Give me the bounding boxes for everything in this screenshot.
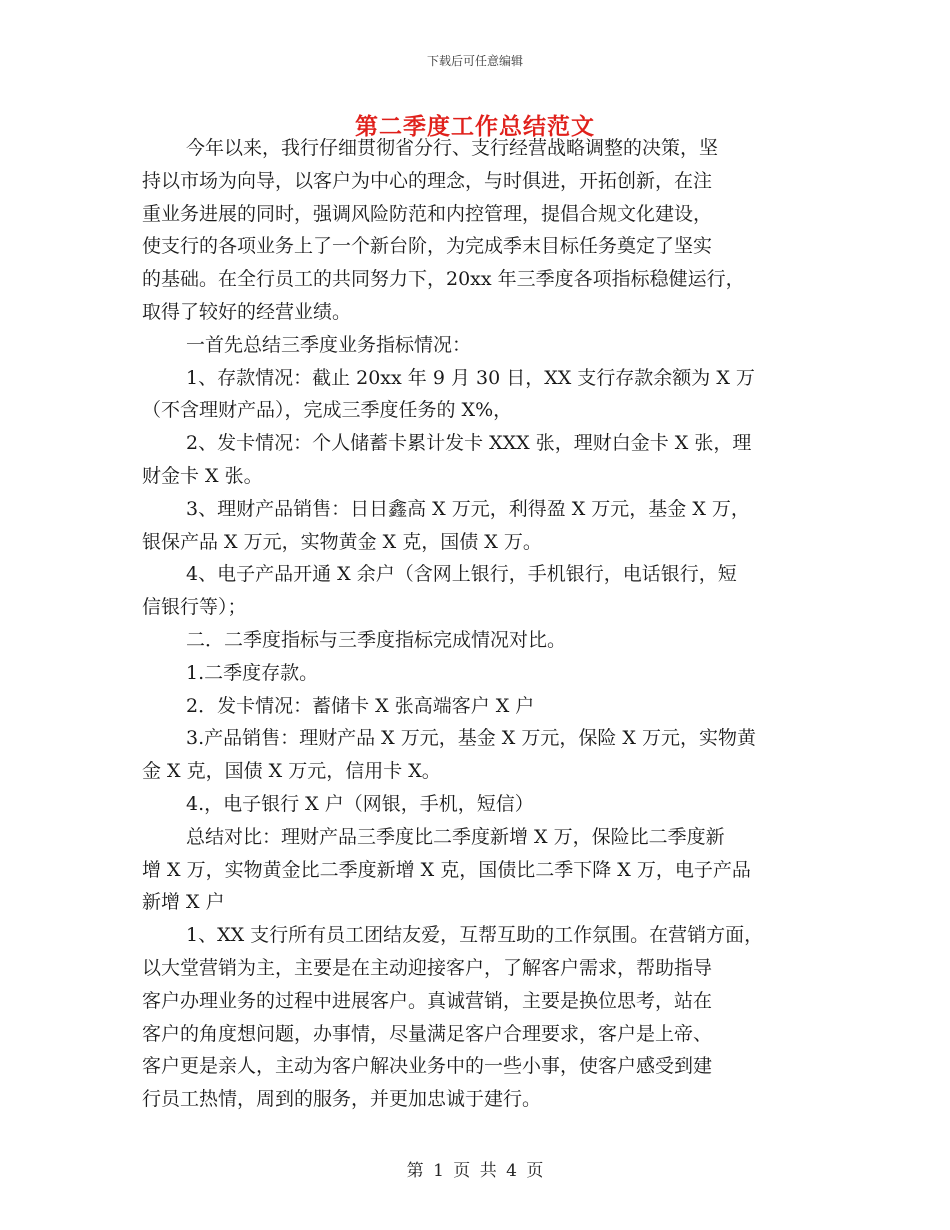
text-line: 2．发卡情况：蓄储卡 X 张高端客户 X 户	[186, 694, 535, 717]
text-line: 以大堂营销为主，主要是在主动迎接客户，了解客户需求，帮助指导	[142, 956, 713, 979]
text-line: 的基础。在全行员工的共同努力下，20xx 年三季度各项指标稳健运行，	[142, 268, 745, 291]
text-line: 3、理财产品销售：日日鑫高 X 万元，利得盈 X 万元，基金 X 万，	[186, 497, 750, 520]
text-line: 客户办理业务的过程中进展客户。真诚营销，主要是换位思考，站在	[142, 989, 713, 1012]
header-note: 下载后可任意编辑	[426, 54, 523, 68]
text-line: 财金卡 X 张。	[142, 464, 263, 487]
text-line: 3.产品销售：理财产品 X 万元，基金 X 万元，保险 X 万元，实物黄	[186, 727, 756, 750]
text-line: 4、电子产品开通 X 余户（含网上银行，手机银行，电话银行，短	[186, 563, 737, 586]
text-line: 二．二季度指标与三季度指标完成情况对比。	[186, 628, 567, 651]
document-body	[142, 132, 832, 1116]
text-line: 1、XX 支行所有员工团结友爱，互帮互助的工作氛围。在营销方面，	[186, 924, 764, 947]
text-line: 新增 X 户	[142, 891, 225, 914]
page-footer: 第 1 页 共 4 页	[406, 1161, 544, 1181]
text-line: 金 X 克，国债 X 万元，信用卡 X。	[142, 760, 441, 783]
text-line: 1.二季度存款。	[186, 661, 319, 684]
text-line: 重业务进展的同时，强调风险防范和内控管理，提倡合规文化建设，	[142, 202, 713, 225]
text-line: 使支行的各项业务上了一个新台阶，为完成季末目标任务奠定了坚实	[142, 235, 713, 258]
document-title: 第二季度工作总结范文	[355, 113, 595, 140]
text-line: 信银行等）；	[142, 596, 247, 619]
text-line: 总结对比：理财产品三季度比二季度新增 X 万，保险比二季度新	[186, 825, 725, 848]
text-line: 客户更是亲人，主动为客户解决业务中的一些小事，使客户感受到建	[142, 1055, 713, 1078]
text-line: 银保产品 X 万元，实物黄金 X 克，国债 X 万。	[142, 530, 542, 553]
text-line: 4.，电子银行 X 户（网银，手机，短信）	[186, 792, 534, 815]
text-line: 持以市场为向导，以客户为中心的理念，与时俱进，开拓创新，在注	[142, 169, 713, 192]
text-line: 客户的角度想问题，办事情，尽量满足客户合理要求，客户是上帝、	[142, 1022, 713, 1045]
text-line: 增 X 万，实物黄金比二季度新增 X 克，国债比二季下降 X 万，电子产品	[142, 858, 751, 881]
text-line: 一首先总结三季度业务指标情况：	[186, 333, 472, 356]
text-line: 2、发卡情况：个人储蓄卡累计发卡 XXX 张，理财白金卡 X 张，理	[186, 432, 752, 455]
text-line: 今年以来，我行仔细贯彻省分行、支行经营战略调整的决策，坚	[186, 137, 719, 159]
text-line: 1、存款情况：截止 20xx 年 9 月 30 日，XX 支行存款余额为 X 万	[186, 366, 755, 389]
text-line: （不含理财产品），完成三季度任务的 X%，	[142, 399, 513, 422]
text-line: 行员工热情，周到的服务，并更加忠诚于建行。	[142, 1088, 542, 1111]
text-line: 取得了较好的经营业绩。	[142, 300, 352, 323]
